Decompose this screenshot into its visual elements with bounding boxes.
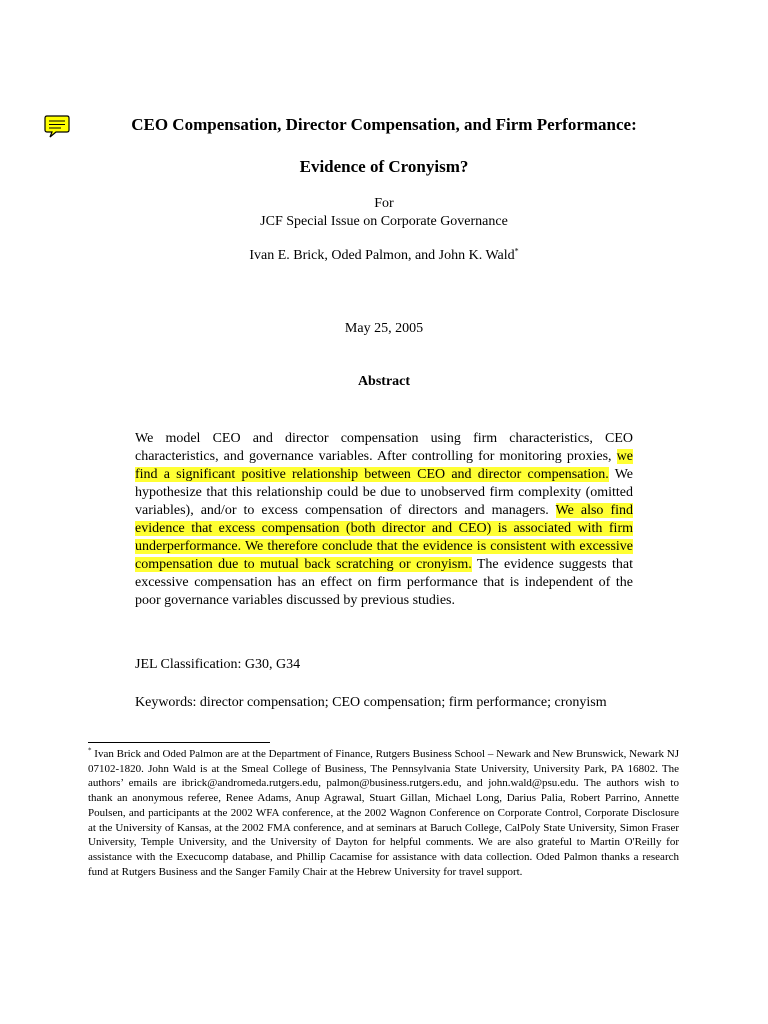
author-line bbox=[0, 248, 768, 264]
footnote-text: Ivan Brick and Oded Palmon are at the Department of Finance, Rutgers Business School – Newark and New Brunswick, Newark NJ 07102-1820. John Wald is at the Smeal College of Business, The Pennsylvania State University, University Park, PA 16802. The authors’ emails are ibrick@andromeda.rutgers.edu, palmon@business.rutgers.edu, and john.wald@psu.edu. The authors wish to thank an anonymous referee, Renee Adams, Anup Agrawal, Stuart Gillan, Michael Long, Darius Palia, Robert Parrino, Annette Poulsen, and participants at the 2002 WFA conference, at the 2002 Wagnon Conference on Corporate Control, Corporate Disclosure at the University of Kansas, at the 2002 FMA conference, and at seminars at Baruch College, CalPoly State University, Simon Fraser University, Temple University, and the University of Dayton for helpful comments. We are also grateful to Martin O'Reilly for assistance with the Execucomp database, and Phillip Cacamise for assistance with data collection. Oded Palmon thanks a research fund at Rutgers Business and the Sanger Family Chair at the Hebrew University for travel support. bbox=[88, 748, 679, 878]
abstract-text-3: The evidence suggests that excessive compensation has an effect on firm performance that is independent of the poor governance variables discussed by previous studies. bbox=[135, 557, 633, 608]
for-line: For bbox=[374, 196, 394, 211]
special-issue-line: JCF Special Issue on Corporate Governance bbox=[260, 214, 508, 229]
abstract-highlight-1[interactable]: we find a significant positive relationship between CEO and director compensation. bbox=[135, 449, 633, 482]
abstract-highlight-2[interactable]: We also find evidence that excess compensation (both director and CEO) is associated with firm underperformance. We therefore conclude that the evidence is consistent with excessive compensation due to mutual back scratching or cronyism. bbox=[135, 503, 633, 572]
abstract-heading: Abstract bbox=[357, 374, 411, 389]
paper-subtitle: Evidence of Cronyism? bbox=[299, 157, 469, 176]
paper-title: CEO Compensation, Director Compensation, and Firm Performance: bbox=[131, 115, 637, 134]
jel-classification: JEL Classification: G30, G34 bbox=[135, 657, 301, 672]
keywords: Keywords: director compensation; CEO compensation; firm performance; cronyism bbox=[135, 695, 607, 710]
footnote-divider bbox=[88, 742, 270, 743]
paper-date: May 25, 2005 bbox=[344, 321, 424, 336]
author-names: Ivan E. Brick, Oded Palmon, and John K. Wald bbox=[249, 248, 515, 263]
abstract-body bbox=[135, 430, 633, 610]
footnote-mark: * bbox=[88, 746, 92, 755]
author-footnote-mark: * bbox=[514, 246, 519, 256]
author-footnote bbox=[88, 747, 679, 879]
abstract-text-2: We hypothesize that this relationship could be due to unobserved firm complexity (omitted variables), and/or to excess compensation of directors and managers. bbox=[135, 467, 634, 518]
abstract-text-1: We model CEO and director compensation using firm characteristics, CEO characteristics, and governance variables. After controlling for monitoring proxies, bbox=[135, 431, 633, 464]
